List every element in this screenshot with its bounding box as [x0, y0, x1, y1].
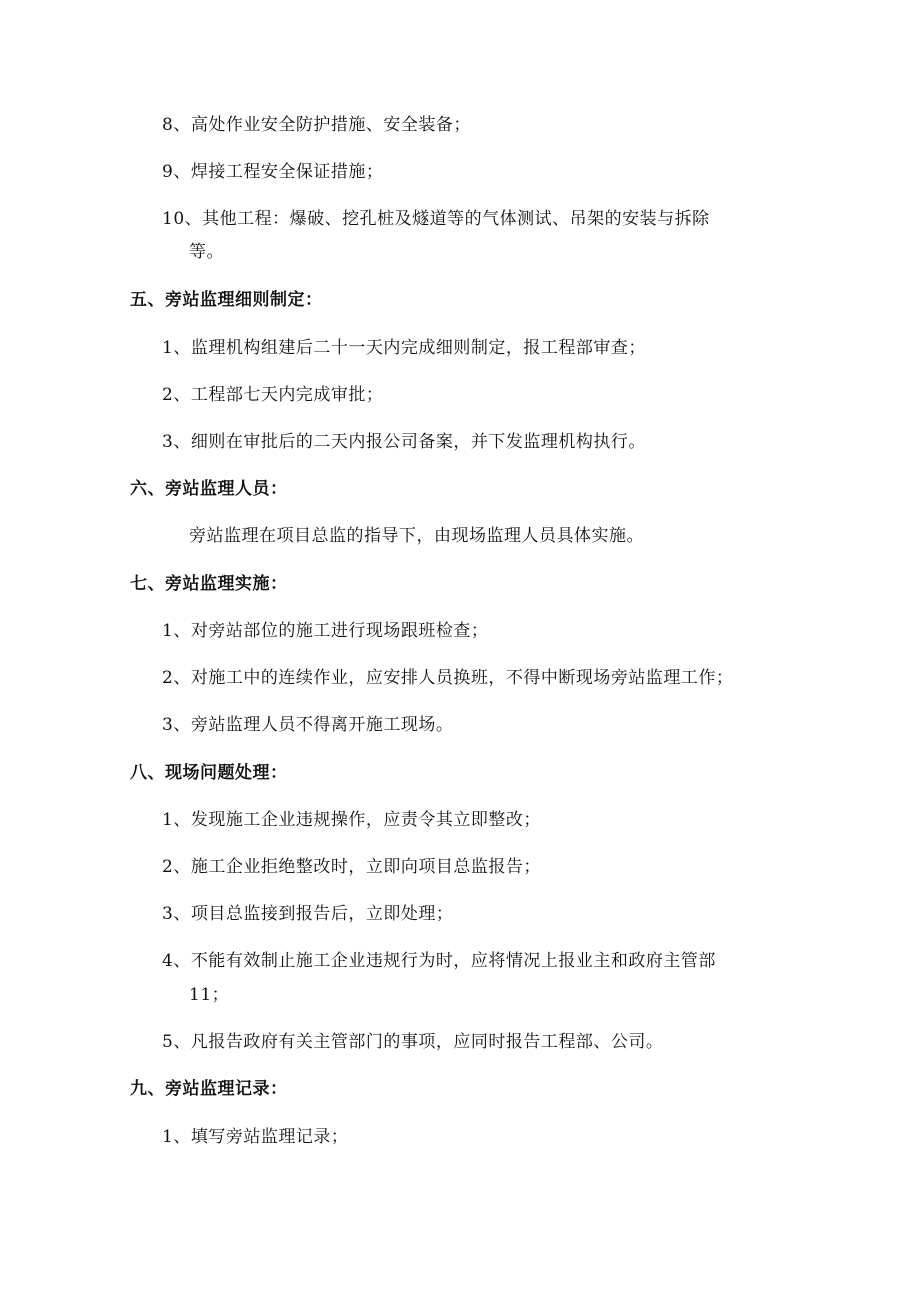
- list-item: 3、项目总监接到报告后，立即处理；: [162, 904, 454, 924]
- list-item: 9、焊接工程安全保证措施；: [162, 162, 384, 182]
- list-item: 8、高处作业安全防护措施、安全装备；: [162, 115, 471, 135]
- section-heading: 九、旁站监理记录：: [130, 1079, 288, 1099]
- list-item: 3、细则在审批后的二天内报公司备案，并下发监理机构执行。: [162, 432, 646, 452]
- list-item: 5、凡报告政府有关主管部门的事项，应同时报告工程部、公司。: [162, 1032, 664, 1052]
- list-item-continuation: 11；: [189, 985, 230, 1005]
- section-heading: 六、旁站监理人员：: [130, 479, 288, 499]
- list-item: 4、不能有效制止施工企业违规行为时，应将情况上报业主和政府主管部: [162, 951, 716, 971]
- section-heading: 五、旁站监理细则制定：: [130, 290, 323, 310]
- list-item-continuation: 等。: [189, 242, 224, 262]
- list-item: 10、其他工程：爆破、挖孔桩及燧道等的气体测试、吊架的安装与拆除: [162, 209, 710, 229]
- list-item: 1、填写旁站监理记录；: [162, 1127, 349, 1147]
- list-item: 1、对旁站部位的施工进行现场跟班检查；: [162, 621, 489, 641]
- list-item: 2、对施工中的连续作业，应安排人员换班，不得中断现场旁站监理工作；: [162, 668, 734, 688]
- list-item: 3、旁站监理人员不得离开施工现场。: [162, 715, 454, 735]
- list-item: 1、发现施工企业违规操作，应责令其立即整改；: [162, 810, 541, 830]
- section-heading: 八、现场问题处理：: [130, 763, 288, 783]
- list-item: 2、工程部七天内完成审批；: [162, 385, 384, 405]
- paragraph: 旁站监理在项目总监的指导下，由现场监理人员具体实施。: [189, 526, 644, 546]
- list-item: 1、监理机构组建后二十一天内完成细则制定，报工程部审查；: [162, 338, 646, 358]
- section-heading: 七、旁站监理实施：: [130, 574, 288, 594]
- list-item: 2、施工企业拒绝整改时，立即向项目总监报告；: [162, 857, 541, 877]
